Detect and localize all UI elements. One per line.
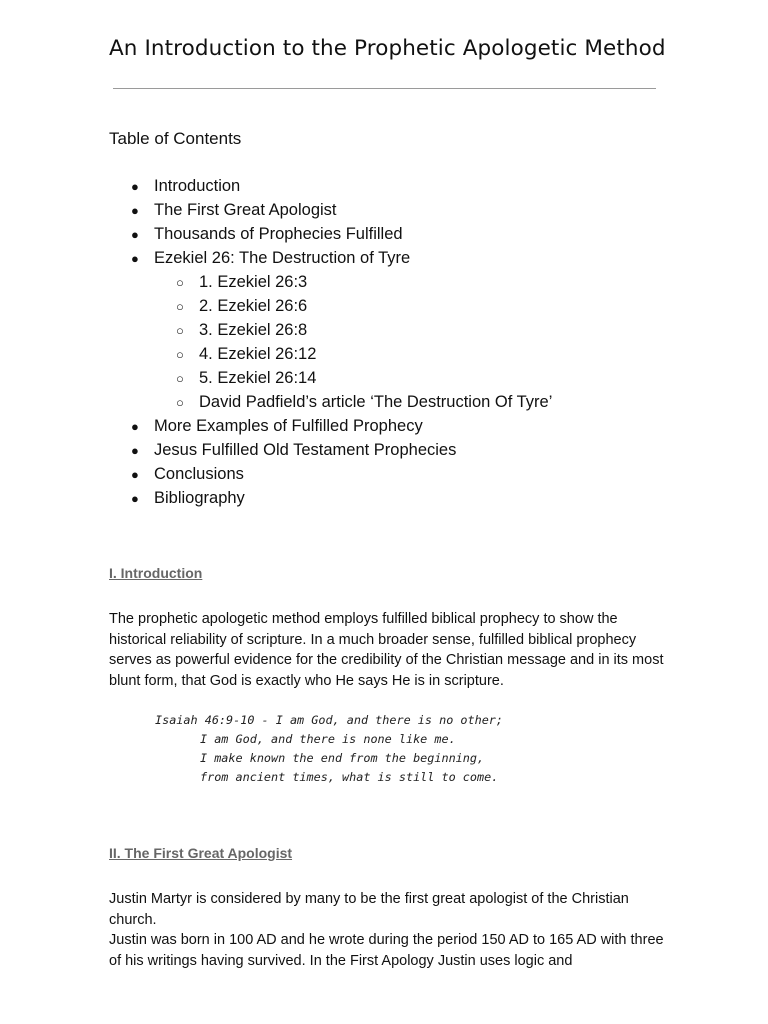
toc-item[interactable]: [0, 440, 552, 464]
toc-item-label: Jesus Fulfilled Old Testament Prophecies: [154, 441, 457, 459]
bullet-hollow-icon: ○: [176, 395, 184, 410]
toc-item-label: 5. Ezekiel 26:14: [199, 369, 317, 387]
bullet-filled-icon: ●: [131, 179, 139, 194]
toc-item-label: More Examples of Fulfilled Prophecy: [154, 417, 423, 435]
bullet-filled-icon: ●: [131, 443, 139, 458]
table-of-contents: [0, 176, 552, 512]
bullet-hollow-icon: ○: [176, 347, 184, 362]
toc-item[interactable]: [0, 392, 552, 416]
introduction-paragraph: The prophetic apologetic method employs fulfilled biblical prophecy to show the historical reliability of scripture. In a much broader sense, fulfilled biblical prophecy serves as powerful evidence for the credibility of the Christian message and in its most blunt form, that God is exactly who He says He is in scripture.: [109, 611, 664, 689]
bullet-filled-icon: ●: [131, 227, 139, 242]
toc-item-label: 2. Ezekiel 26:6: [199, 297, 308, 315]
toc-item-label: David Padfield’s article ‘The Destruction Of Tyre’: [199, 393, 553, 411]
title-divider: [113, 88, 656, 89]
toc-item[interactable]: [0, 416, 552, 440]
bullet-filled-icon: ●: [131, 491, 139, 506]
bullet-filled-icon: ●: [131, 251, 139, 266]
bullet-hollow-icon: ○: [176, 371, 184, 386]
bullet-hollow-icon: ○: [176, 299, 184, 314]
toc-heading: Table of Contents: [109, 129, 242, 148]
section-heading-first-great-apologist[interactable]: II. The First Great Apologist: [109, 845, 293, 861]
document-title: An Introduction to the Prophetic Apologetic Method: [109, 36, 666, 61]
toc-item[interactable]: [0, 296, 552, 320]
toc-item-label: The First Great Apologist: [154, 201, 337, 219]
apologist-paragraph-1: Justin Martyr is considered by many to be the first great apologist of the Christian church.: [109, 891, 629, 928]
toc-item[interactable]: [0, 248, 552, 272]
toc-item[interactable]: [0, 224, 552, 248]
toc-item[interactable]: [0, 464, 552, 488]
toc-item-label: Bibliography: [154, 489, 245, 507]
toc-item[interactable]: [0, 488, 552, 512]
bullet-filled-icon: ●: [131, 419, 139, 434]
toc-item[interactable]: [0, 176, 552, 200]
section-heading-introduction[interactable]: I. Introduction: [109, 565, 203, 581]
toc-item-label: 3. Ezekiel 26:8: [199, 321, 308, 339]
toc-item[interactable]: [0, 320, 552, 344]
toc-item[interactable]: [0, 368, 552, 392]
bullet-hollow-icon: ○: [176, 323, 184, 338]
toc-item-label: Thousands of Prophecies Fulfilled: [154, 225, 403, 243]
toc-item-label: Introduction: [154, 177, 241, 195]
apologist-paragraph-2: Justin was born in 100 AD and he wrote during the period 150 AD to 165 AD with three of his writings having survived. In the First Apology Justin uses logic and: [109, 932, 664, 969]
toc-item-label: Conclusions: [154, 465, 244, 483]
toc-item-label: 1. Ezekiel 26:3: [199, 273, 308, 291]
verse-line: from ancient times, what is still to come.: [200, 770, 499, 784]
bullet-filled-icon: ●: [131, 467, 139, 482]
toc-item-label: Ezekiel 26: The Destruction of Tyre: [154, 249, 411, 267]
toc-item-label: 4. Ezekiel 26:12: [199, 345, 317, 363]
toc-item[interactable]: [0, 344, 552, 368]
toc-item[interactable]: [0, 272, 552, 296]
toc-item[interactable]: [0, 200, 552, 224]
bullet-hollow-icon: ○: [176, 275, 184, 290]
verse-line: I make known the end from the beginning,: [200, 751, 485, 765]
scripture-quote: [155, 711, 503, 787]
verse-line: Isaiah 46:9-10 - I am God, and there is no other;: [155, 713, 504, 727]
bullet-filled-icon: ●: [131, 203, 139, 218]
verse-line: I am God, and there is none like me.: [200, 732, 456, 746]
